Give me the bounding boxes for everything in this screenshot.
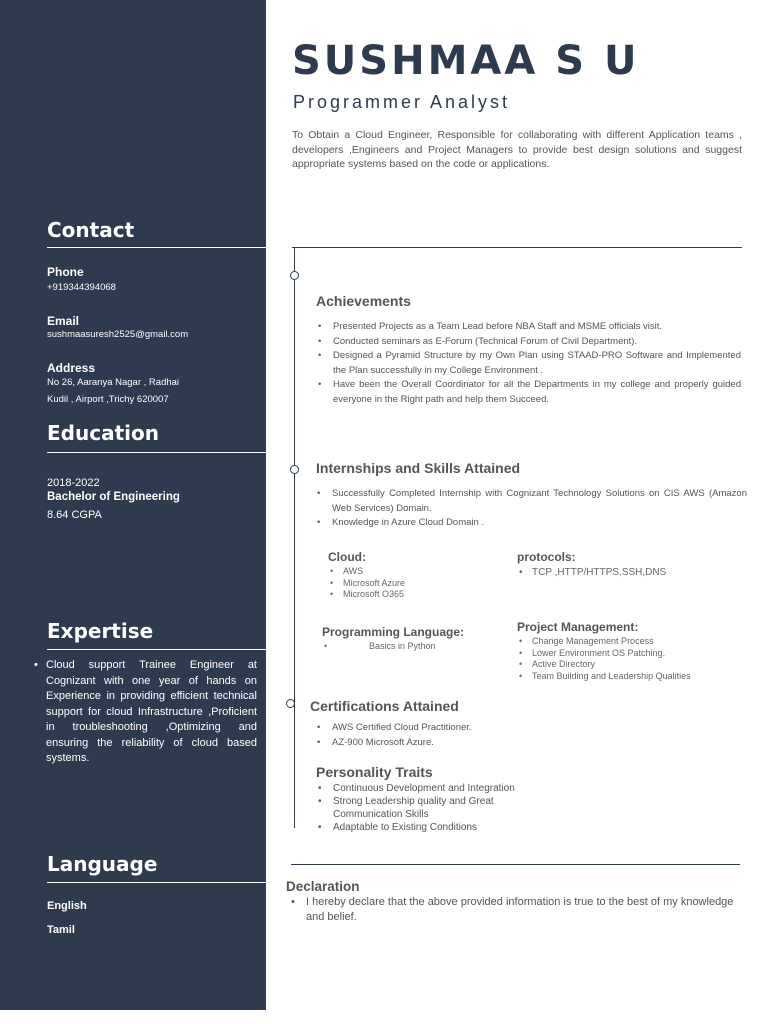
internships-heading: Internships and Skills Attained — [316, 460, 521, 476]
language-tamil: Tamil — [47, 924, 75, 936]
expertise-list — [46, 658, 257, 767]
declaration-list — [289, 895, 744, 925]
project-management-item: • Active Directory — [517, 659, 691, 671]
education-divider — [47, 452, 266, 453]
project-management-item: • Change Management Process — [517, 636, 691, 648]
contact-divider — [47, 247, 266, 248]
cloud-item: • Microsoft O365 — [328, 589, 405, 601]
protocols-item: • TCP ,HTTP/HTTPS,SSH,DNS — [517, 567, 666, 579]
project-management-heading: Project Management: — [517, 620, 639, 634]
project-management-item: • Lower Environment OS Patching. — [517, 648, 691, 660]
achievement-item: • Presented Projects as a Team Lead before NBA Staff and MSME officials visit. — [316, 320, 741, 335]
candidate-role: Programmer Analyst — [293, 92, 511, 112]
timeline-dot — [290, 465, 299, 474]
certifications-list — [315, 721, 615, 750]
timeline-line — [294, 248, 295, 828]
expertise-item: • Cloud support Trainee Engineer at Cognizant with one year of hands on Experience in providing efficient technical support for cloud Infrastructure ,Proficient in troubleshooting ,Optimizing and ensuring the reliability of cloud based systems. — [46, 658, 257, 767]
education-heading: Education — [47, 421, 159, 445]
cloud-list — [328, 566, 405, 601]
programming-list — [322, 641, 472, 653]
email-label: Email — [47, 314, 80, 328]
language-english: English — [47, 900, 87, 912]
declaration-text: • I hereby declare that the above provided information is true to the best of my knowledge and belief. — [289, 895, 744, 925]
timeline-dot — [290, 271, 299, 280]
education-score: 8.64 CGPA — [47, 509, 102, 521]
language-heading: Language — [47, 852, 158, 876]
phone-value: +919344394068 — [47, 282, 116, 293]
career-objective: To Obtain a Cloud Engineer, Responsible for collaborating with different Application teams , developers ,Engineers and Project Managers to provide best design solutions and suggest appropriate systems based on the code or applications. — [292, 129, 742, 170]
address-line-2: Kudil , Airport ,Trichy 620007 — [47, 394, 169, 405]
protocols-heading: protocols: — [517, 550, 576, 564]
candidate-name: SUSHMAA S U — [292, 38, 640, 84]
expertise-heading: Expertise — [47, 619, 154, 643]
header-divider — [292, 247, 742, 248]
achievements-heading: Achievements — [316, 293, 411, 309]
traits-heading: Personality Traits — [316, 764, 433, 780]
timeline-dot — [286, 699, 295, 708]
programming-heading: Programming Language: — [322, 625, 465, 639]
trait-item: • Strong Leadership quality and Great Communication Skills — [316, 795, 541, 821]
declaration-divider — [291, 864, 740, 865]
internships-list — [315, 487, 747, 531]
cloud-item: • Microsoft Azure — [328, 578, 405, 590]
project-management-list — [517, 636, 691, 682]
contact-heading: Contact — [47, 218, 135, 242]
declaration-heading: Declaration — [286, 879, 360, 894]
education-years: 2018-2022 — [47, 477, 100, 489]
trait-item: • Adaptable to Existing Conditions — [316, 821, 541, 834]
sidebar — [0, 0, 266, 1010]
email-value: sushmaasuresh2525@gmail.com — [47, 329, 189, 340]
achievement-item: • Designed a Pyramid Structure by my Own Plan using STAAD-PRO Software and Implemented the Plan successfully in my College Environment . — [316, 349, 741, 378]
certification-item: • AWS Certified Cloud Practitioner. — [315, 721, 615, 736]
achievement-item: • Conducted seminars as E-Forum (Technical Forum of Civil Department). — [316, 335, 741, 350]
certification-item: • AZ-900 Microsoft Azure. — [315, 736, 615, 751]
protocols-list — [517, 567, 666, 579]
address-label: Address — [47, 361, 96, 375]
achievements-list — [316, 320, 741, 407]
internship-item: • Successfully Completed Internship with Cognizant Technology Solutions on CIS AWS (Amazon Web Services) Domain. — [315, 487, 747, 516]
traits-list — [316, 782, 541, 834]
address-line-1: No 26, Aaranya Nagar , Radhai — [47, 377, 180, 388]
cloud-item: • AWS — [328, 566, 405, 578]
achievement-item: • Have been the Overall Coordinator for all the Departments in my college and properly guided everyone in the Right path and help them Succeed. — [316, 378, 741, 407]
project-management-item: • Team Building and Leadership Qualities — [517, 671, 691, 683]
internship-item: • Knowledge in Azure Cloud Domain . — [315, 516, 747, 531]
expertise-divider — [47, 649, 266, 650]
phone-label: Phone — [47, 265, 84, 279]
trait-item: • Continuous Development and Integration — [316, 782, 541, 795]
education-degree: Bachelor of Engineering — [47, 491, 180, 503]
cloud-heading: Cloud: — [328, 550, 366, 564]
language-divider — [47, 882, 266, 883]
programming-item: • Basics in Python — [322, 641, 472, 653]
certifications-heading: Certifications Attained — [310, 698, 459, 714]
